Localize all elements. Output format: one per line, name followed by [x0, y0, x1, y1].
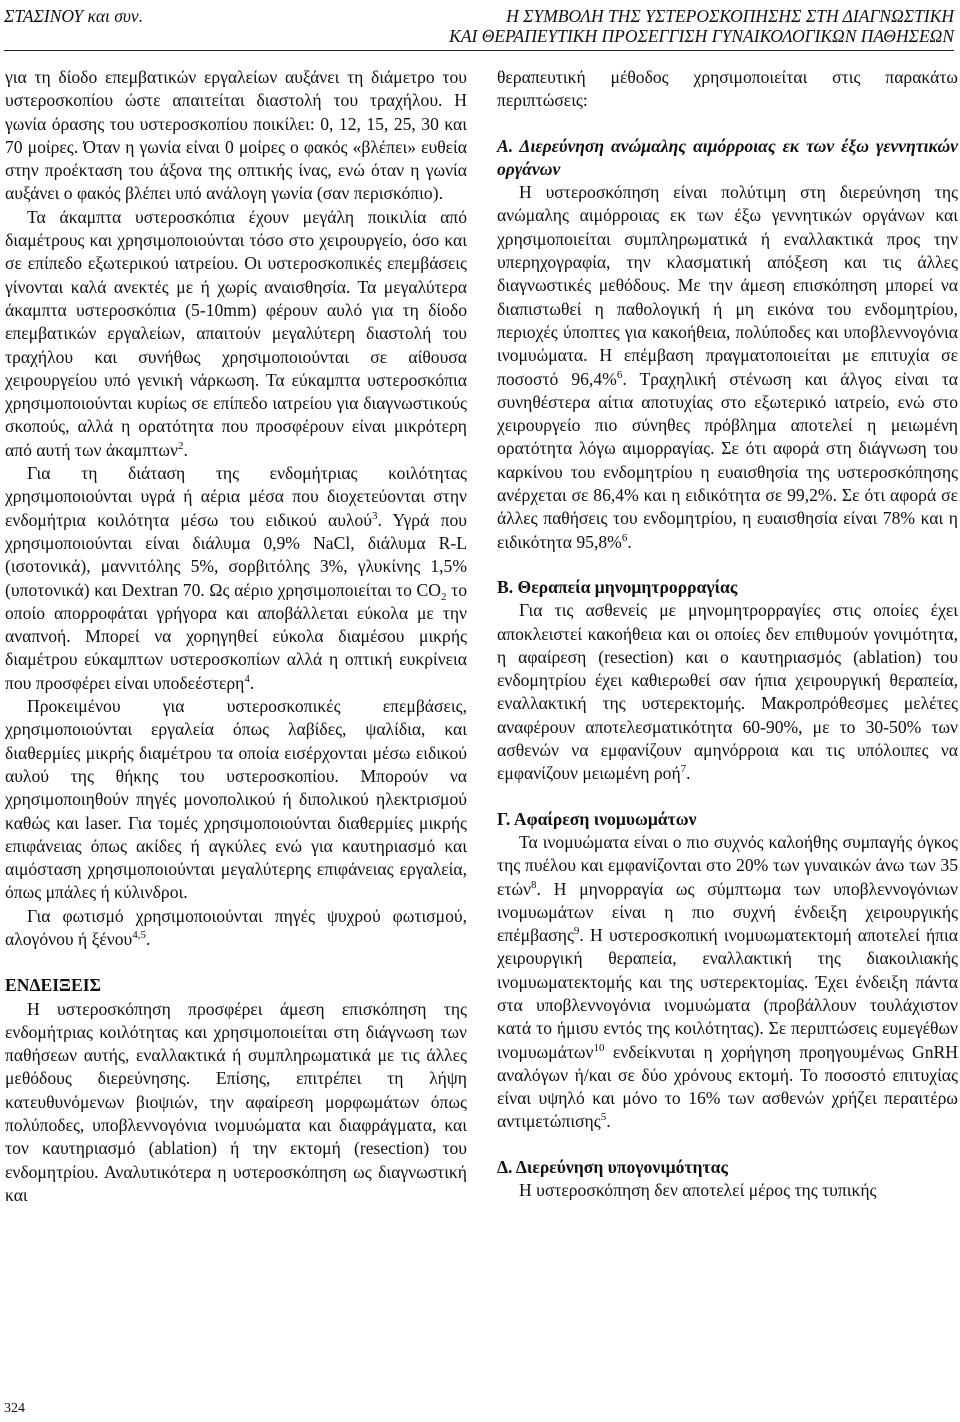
section-heading-indications: ΕΝΔΕΙΞΕΙΣ [5, 975, 102, 996]
citation: 10 [593, 1041, 605, 1054]
subsection-heading-d: Δ. Διερεύνηση υπογονιμότητας [497, 1156, 728, 1177]
spacer [497, 554, 958, 576]
left-column [5, 66, 467, 1207]
paragraph: Η υστεροσκόπηση είναι πολύτιμη στη διερεύνηση της ανώμαλης αιμόρροιας εκ των έξω γεννητικών οργάνων και χρησιμοποιείται συμπληρωματικά ή εναλλακτικά προς την υπερηχογραφία, την κλασματική απόξεση και τις άλλες διαγνωστικές μεθόδους. Με την άμεση επισκόπηση μπορεί να διαπιστωθεί η παθολογική ή μη εικόνα του ενδομητρίου, περιοχές ύποπτες για κακοήθεια, πολύποδες και υποβλεννογόνια ινομυώματα. Η επέμβαση πραγματοποιείται με επιτυχία σε ποσοστό 96,4%$^6$. Τραχηλική στένωση και άλγος είναι τα συνηθέστερα αίτια αποτυχίας στο εξωτερικό ιατρείο, ενώ στο χειρουργείο πιο σύνηθες πρόβλημα αποτελεί η μειωμένη ορατότητα λόγω αιμορραγίας. Σε ότι αφορά στη διάγνωση του καρκίνου του ενδομητρίου η ευαισθησία της υστεροσκόπησης ανέρχεται σε 86,4% και η ειδικότητα σε 99,2%. Σε ότι αφορά σε άλλες παθήσεις του ενδομητρίου, η ευαισθησία είναι 78% και η ειδικότητα 95,8%$^6$. [497, 182, 958, 552]
paragraph: Τα άκαμπτα υστεροσκόπια έχουν μεγάλη ποικιλία από διαμέτρους και χρησιμοποιούνται τόσο στο χειρουργείο, όσο και σε επίπεδο εξωτερικού ιατρείου. Οι υστεροσκοπικές επεμβάσεις γίνονται καλά ανεκτές με ή χωρίς αναισθησία. Τα μεγαλύτερα άκαμπτα υστεροσκόπια (5-10mm) φέρουν αυλό για τη δίοδο επεμβατικών εργαλείων, απαιτούν μεγαλύτερη διαστολή του τραχήλου και συνήθως χρησιμοποιούνται σε αίθουσα χειρουργείου υπό γενική νάρκωση. Τα εύκαμπτα υστεροσκόπια χρησιμοποιούνται κυρίως σε επίπεδο ιατρείου για διαγνωστικούς σκοπούς, αλλά η ορατότητα που προσφέρουν είναι μικρότερη από αυτή των άκαμπτων$^2$. [5, 206, 467, 460]
running-head-authors: ΣΤΑΣΙΝΟΥ και συν. [4, 6, 144, 26]
subsection-heading-c: Γ. Αφαίρεση ινομυωμάτων [497, 808, 697, 829]
citation: 8 [531, 878, 537, 891]
paragraph: Για τη διάταση της ενδομήτριας κοιλότητας χρησιμοποιούνται υγρά ή αέρια μέσα που διοχετεύονται στην ενδομήτρια κοιλότητα μέσω του ειδικού αυλού$^3$. Υγρά που χρησιμοποιούνται είναι διάλυμα 0,9% NaCl, διάλυμα R-L (ισοτονικά), μαννιτόλης 5%, σορβιτόλης 3%, γλυκίνης 1,5% (υποτονικά) και Dextran 70. Ως αέριο χρησιμοποιείται το $CO_2$ το οποίο απορροφάται γρήγορα και αποβάλλεται εύκολα με την αναπνοή. Μπορεί να χορηγηθεί εύκολα διαμέσου μικρής διαμέτρου εύκαμπτων υστεροσκοπίων αλλά η οπτική ευκρίνεια που προσφέρει είναι υποδεέστερη$^4$. [5, 463, 467, 693]
right-column [497, 66, 958, 1202]
spacer [5, 951, 467, 974]
paragraph: Προκειμένου για υστεροσκοπικές επεμβάσεις, χρησιμοποιούνται εργαλεία όπως λαβίδες, ψαλίδια, και διαθερμίες μικρής διαμέτρου τα οποία εισέρχονται μέσω ειδικού αυλού της θήκης του υστεροσκοπίου. Μπορούν να χρησιμοποιηθούν πηγές μονοπολικού ή διπολικού ηλεκτρισμού καθώς και laser. Για τομές χρησιμοποιούνται διαθερμίες μικρής επιφάνειας όπως ακίδες ή αγκύλες ενώ για καυτηριασμό και αιμόσταση χρησιμοποιούνται μεγαλύτερης επιφάνειας εργαλεία, όπως μπάλες ή κύλινδροι. [5, 696, 467, 903]
running-head-title-line-2: ΚΑΙ ΘΕΡΑΠΕΥΤΙΚΗ ΠΡΟΣΕΓΓΙΣΗ ΓΥΝΑΙΚΟΛΟΓΙΚΩΝ ΠΑΘΗΣΕΩΝ [449, 26, 954, 46]
paragraph: για τη δίοδο επεμβατικών εργαλείων αυξάνει τη διάμετρο του υστεροσκοπίου ώστε απαιτείται διαστολή του τραχήλου. Η γωνία όρασης του υστεροσκοπίου ποικίλει: 0, 12, 15, 25, 30 και 70 μοίρες. Όταν η γωνία είναι 0 μοίρες ο φακός «βλέπει» ευθεία στην προέκταση του άξονα της οπτικής ίνας, ενώ όταν η γωνία αυξάνει ο φακός βλέπει υπό ανάλογη γωνία (σαν περισκόπιο). [5, 67, 467, 204]
paragraph: Για τις ασθενείς με μηνομητρορραγίες στις οποίες έχει αποκλειστεί κακοήθεια και οι οποίες δεν επιθυμούν γονιμότητα, η αφαίρεση (resection) και ο καυτηριασμός (ablation) του ενδομητρίου έχει καθιερωθεί σαν ήπια χειρουργική θεραπεία, εναλλακτική της υστερεκτομής. Μακροπρόθεσμες μελέτες αναφέρουν αποτελεσματικότητα 60-90%, με το 30-50% των ασθενών να εμφανίζουν αμηνόρροια και τις υπόλοιπες να εμφανίζουν μειωμένη ροή$^7$. [497, 600, 958, 784]
paragraph: Για φωτισμό χρησιμοποιούνται πηγές ψυχρού φωτισμού, αλογόνου ή ξένου$^{4,5}$. [5, 905, 467, 949]
citation: 6 [621, 531, 628, 544]
running-head [4, 6, 954, 54]
citation: 2 [177, 439, 184, 452]
spacer [497, 786, 958, 808]
subscript: 2 [441, 590, 447, 603]
header-rule [4, 50, 954, 51]
spacer [497, 1134, 958, 1156]
citation: 4 [244, 672, 250, 685]
running-head-title-line-1: Η ΣΥΜΒΟΛΗ ΤΗΣ ΥΣΤΕΡΟΣΚΟΠΗΣΗΣ ΣΤΗ ΔΙΑΓΝΩΣΤΙΚΗ [506, 6, 954, 26]
paragraph: Η υστεροσκόπηση προσφέρει άμεση επισκόπηση της ενδομήτριας κοιλότητας και χρησιμοποιείται στη διάγνωση των παθήσεων αυτής, εναλλακτικά ή συμπληρωματικά με τις άλλες μεθόδους διερεύνησης. Επίσης, επιτρέπει τη λήψη κατευθυνόμενων βιοψιών, την αφαίρεση μορφωμάτων όπως πολύποδες, υποβλεννογόνια ινομυώματα και διαφράγματα, και τον καυτηριασμό (ablation) ή την εκτομή (resection) του ενδομητρίου. Αναλυτικότερα η υστεροσκόπηση ως διαγνωστική και [5, 998, 467, 1205]
spacer [497, 113, 958, 135]
paragraph: θεραπευτική μέθοδος χρησιμοποιείται στις παρακάτω περιπτώσεις: [497, 67, 958, 111]
citation: 7 [680, 763, 687, 776]
subsection-heading-a: Α. Διερεύνηση ανώμαλης αιμόρροιας εκ των έξω γεννητικών οργάνων [497, 135, 958, 179]
paragraph: Τα ινομυώματα είναι ο πιο συχνός καλοήθης συμπαγής όγκος της πυέλου και εμφανίζονται στο 20% των γυναικών άνω των 35 ετών$^8$. Η μηνορραγία ως σύμπτωμα των υποβλεννογόνιων ινομυωμάτων είναι η πιο συχνή ένδειξη χειρουργικής επέμβασης$^9$. Η υστεροσκοπική ινομυωματεκτομή αποτελεί ήπια χειρουργική θεραπεία, εναλλακτική της διακοιλιακής ινομυωματεκτομής και της υστερεκτομίας. Έχει ένδειξη πάντα στα υποβλεννογόνια ινομυώματα (προβάλλουν τουλάχιστον κατά το ήμισυ εντός της κοιλότητας). Σε περιπτώσεις ευμεγέθων ινομυωμάτων$^{10}$ ενδείκνυται η χορήγηση προηγουμένως GnRH αναλόγων ή/και σε δύο χρόνους εκτομή. Το ποσοστό επιτυχίας είναι υψηλό και μόνο το 16% των ασθενών χρήζει περαιτέρω αντιμετώπισης$^5$. [497, 831, 958, 1132]
paragraph: Η υστεροσκόπηση δεν αποτελεί μέρος της τυπικής [519, 1180, 877, 1201]
citation: 6 [616, 368, 623, 381]
citation: 5 [600, 1111, 607, 1124]
citation: 4,5 [132, 928, 147, 941]
subsection-heading-b: Β. Θεραπεία μηνομητρορραγίας [497, 576, 738, 597]
page-number: 324 [4, 1401, 25, 1416]
citation: 9 [573, 925, 580, 938]
running-head-title [449, 6, 954, 46]
citation: 3 [371, 509, 378, 522]
